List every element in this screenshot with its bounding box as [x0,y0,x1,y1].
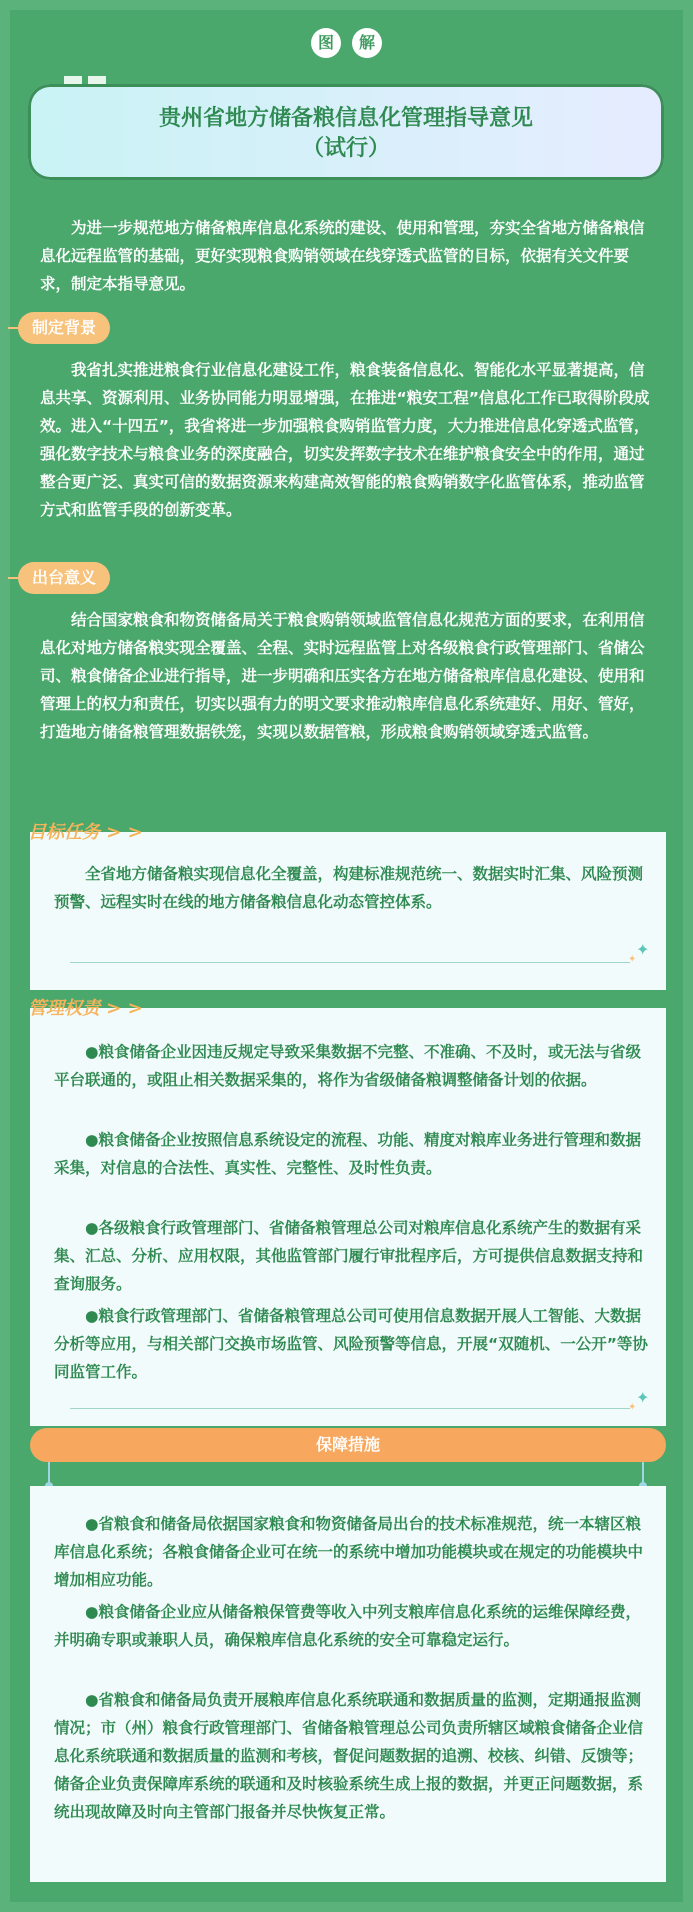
sparkle-small-icon: ✦ [628,1402,637,1413]
guarantee-item-1: ●省粮食和储备局依据国家粮食和物资储备局出台的技术标准规范，统一本辖区粮库信息化系统；各粮食储备企业可在统一的系统中增加功能模块或在规定的功能模块中增加相应功能。 [54,1515,644,1589]
badge-row [0,28,693,58]
rights-item-4: ●粮食行政管理部门、省储备粮管理总公司可使用信息数据开展人工智能、大数据分析等应用，与相关部门交换市场监管、风险预警等信息，开展“双随机、一公开”等协同监管工作。 [54,1307,648,1381]
goal-text: 全省地方储备粮实现信息化全覆盖，构建标准规范统一、数据实时汇集、风险预测预警、远程实时在线的地方储备粮信息化动态管控体系。 [54,865,644,911]
sparkle-icon: ✦ [636,1388,650,1407]
hanger-left [48,1462,50,1484]
goal-divider [70,962,630,963]
hanger-right [642,1462,644,1484]
section-significance-label: 出台意义 [18,562,110,594]
rights-item-1: ●粮食储备企业因违反规定导致采集数据不完整、不准确、不及时，或无法与省级平台联通的，或阻止相关数据采集的，将作为省级储备粮调整储备计划的依据。 [54,1043,642,1089]
page-title [28,104,664,164]
title-line2: （试行） [301,136,390,161]
rights-item-3: ●各级粮食行政管理部门、省储备粮管理总公司对粮库信息化系统产生的数据有采集、汇总、分析、应用权限，其他监管部门履行审批程序后，方可提供信息数据支持和查询服务。 [54,1219,644,1293]
goal-card [28,822,666,990]
badge-jie: 解 [352,28,382,58]
rights-item-2: ●粮食储备企业按照信息系统设定的流程、功能、精度对粮库业务进行管理和数据采集，对信息的合法性、真实性、完整性、及时性负责。 [54,1131,642,1177]
title-line1: 贵州省地方储备粮信息化管理指导意见 [158,106,533,131]
rights-card [28,998,666,1426]
intro-text: 为进一步规范地方储备粮库信息化系统的建设、使用和管理，夯实全省地方储备粮信息化远程监管的基础，更好实现粮食购销领域在线穿透式监管的目标，依据有关文件要求，制定本指导意见。 [40,219,645,293]
sparkle-small-icon: ✦ [628,954,637,965]
guarantee-card [30,1486,666,1882]
badge-tu: 图 [311,28,341,58]
guarantee-item-2: ●粮食储备企业应从储备粮保管费等收入中列支粮库信息化系统的运维保障经费，并明确专职或兼职人员，确保粮库信息化系统的安全可靠稳定运行。 [54,1603,642,1649]
rights-label: 管理权责 > > [28,998,143,1019]
sparkle-icon: ✦ [636,940,650,959]
rights-divider [70,1408,630,1409]
guarantee-label: 保障措施 [30,1428,666,1462]
section-background-label: 制定背景 [18,312,110,344]
goal-label: 目标任务 > > [28,822,143,843]
title-box [28,84,664,180]
significance-text: 结合国家粮食和物资储备局关于粮食购销领域监管信息化规范方面的要求，在利用信息化对地方储备粮实现全覆盖、全程、实时远程监管上对各级粮食行政管理部门、省储公司、粮食储备企业进行指导，进一步明确和压实各方在地方储备粮库信息化建设、使用和管理上的权力和责任，切实以强有力的明文要求推动粮库信息化系统建好、用好、管好，打造地方储备粮管理数据铁笼，实现以数据管粮，形成粮食购销领域穿透式监管。 [40,611,645,741]
background-text: 我省扎实推进粮食行业信息化建设工作，粮食装备信息化、智能化水平显著提高，信息共享、资源利用、业务协同能力明显增强，在推进“粮安工程”信息化工作已取得阶段成效。进入“十四五”，我省将进一步加强粮食购销监管力度，大力推进信息化穿透式监管，强化数字技术与粮食业务的深度融合，切实发挥数字技术在维护粮食安全中的作用，通过整合更广泛、真实可信的数据资源来构建高效智能的粮食购销数字化监管体系，推动监管方式和监管手段的创新变革。 [40,361,650,519]
guarantee-item-3: ●省粮食和储备局负责开展粮库信息化系统联通和数据质量的监测，定期通报监测情况；市（州）粮食行政管理部门、省储备粮管理总公司负责所辖区域粮食储备企业信息化系统联通和数据质量的监测和考核，督促问题数据的追溯、校核、纠错、反馈等；储备企业负责保障库系统的联通和及时核验系统生成上报的数据，并更正问题数据，系统出现故障及时向主管部门报备并尽快恢复正常。 [54,1691,644,1821]
title-decoration [64,76,108,84]
